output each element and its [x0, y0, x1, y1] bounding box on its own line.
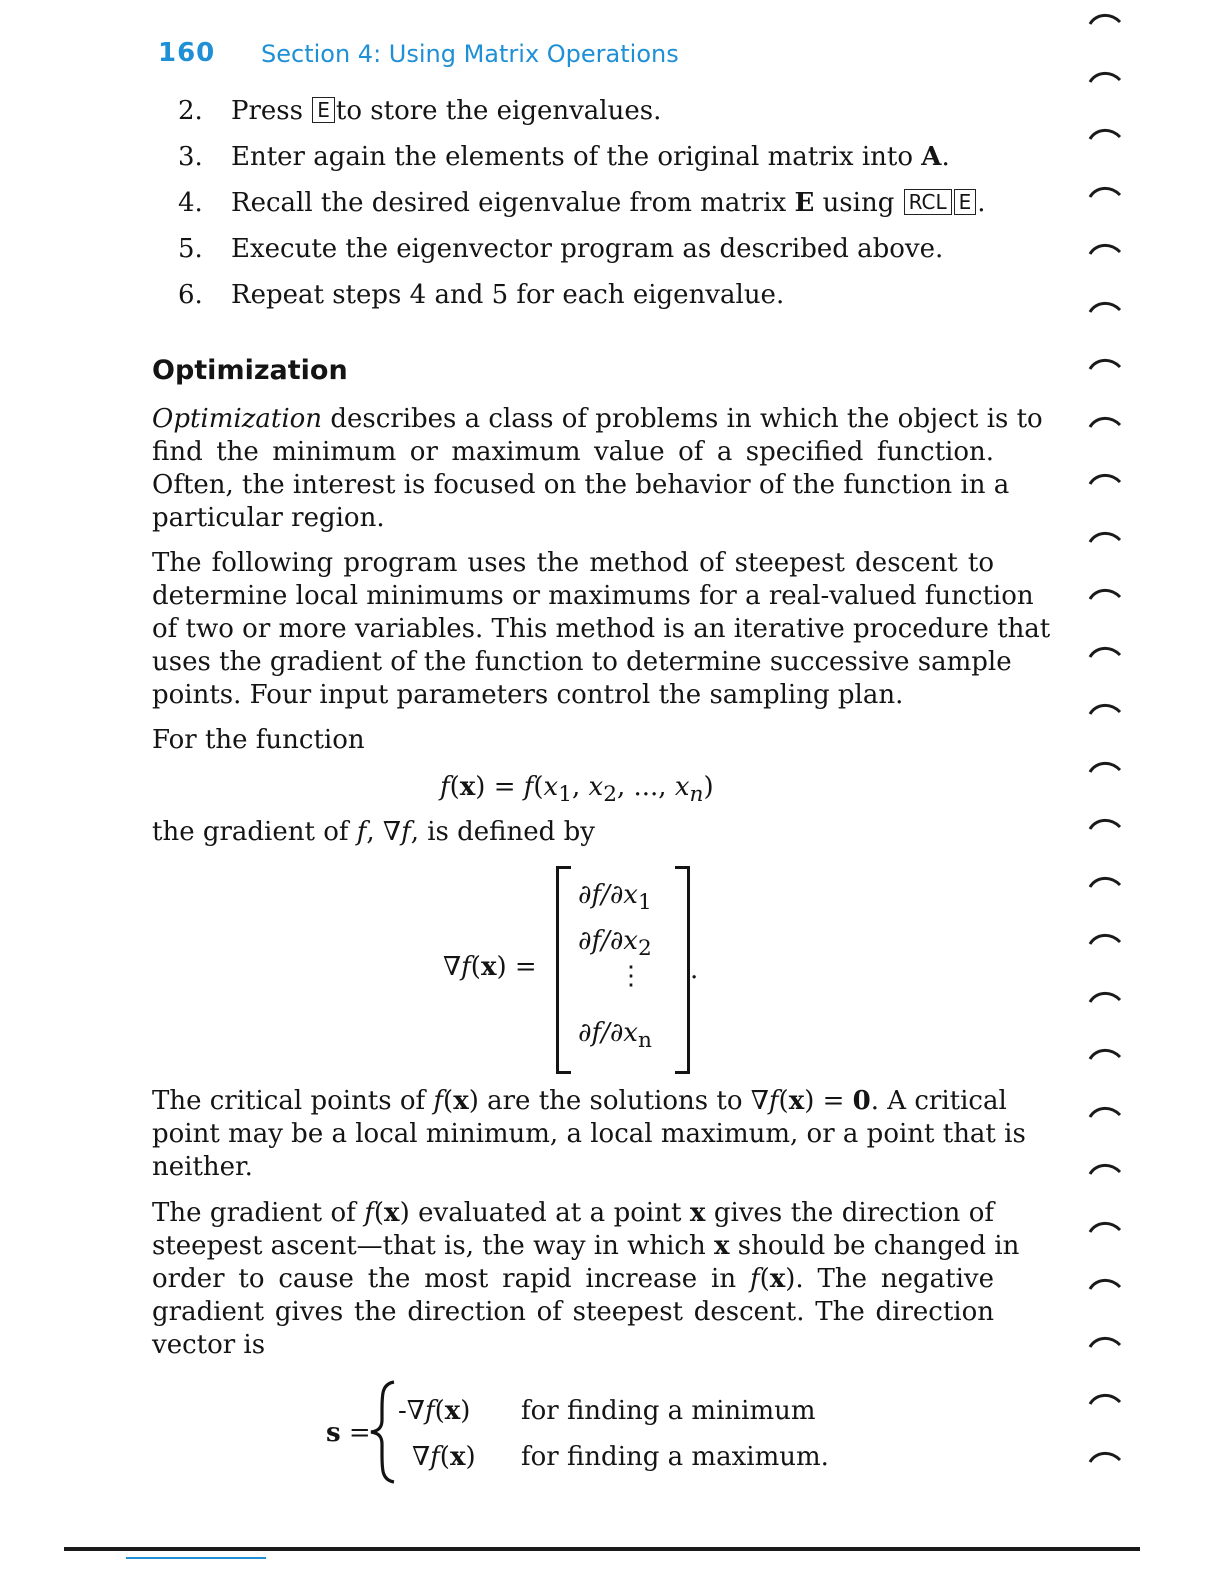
page-bottom-rule	[64, 1547, 1140, 1551]
symbol-f: f	[401, 817, 411, 847]
text-line: gradient gives the direction of steepest descent. The direction	[152, 1297, 994, 1327]
binding-ring	[1088, 583, 1124, 607]
binding-ring	[1088, 1158, 1124, 1182]
text-line: determine local minimums or maximums for a real-valued function	[152, 581, 1034, 611]
binding-ring	[1088, 526, 1124, 550]
binding-ring	[1088, 468, 1124, 492]
key-e: E	[954, 189, 977, 215]
text-span: The critical points of	[152, 1086, 426, 1116]
text-line: vector is	[152, 1330, 266, 1360]
binding-ring	[1088, 641, 1124, 665]
subscript: 1	[637, 890, 652, 916]
symbol-f: f	[356, 817, 367, 847]
subscript: n	[637, 1028, 652, 1054]
step-text-part: using	[822, 188, 895, 218]
text-span: describes a class of problems in which the object is to	[330, 404, 1043, 434]
function-equation: $f(x) = f(x_1$, $x_2$, ..., $x_n$)	[440, 772, 714, 808]
step-text	[231, 138, 950, 176]
text-span: are the solutions to	[487, 1086, 743, 1116]
paragraph-gradient-definition	[152, 816, 994, 849]
partial-derivative: ∂f/∂x	[578, 1018, 638, 1048]
paragraph-definition	[152, 403, 1043, 535]
step-text	[231, 184, 986, 222]
text-line: points. Four input parameters control the sampling plan.	[152, 680, 904, 710]
binding-ring	[1088, 871, 1124, 895]
step-6	[178, 276, 1028, 322]
step-number: 3.	[178, 142, 203, 172]
step-text: Repeat steps 4 and 5 for each eigenvalue.	[231, 280, 785, 310]
text-line: Often, the interest is focused on the behavior of the function in a	[152, 470, 1010, 500]
binding-ring	[1088, 1273, 1124, 1297]
term: Optimization	[152, 404, 323, 434]
subscript: 2	[637, 936, 652, 962]
matrix-name: A	[921, 142, 942, 172]
case-condition-maximum: for finding a maximum.	[521, 1442, 829, 1472]
text-line	[152, 403, 1043, 436]
left-bracket	[556, 866, 571, 1074]
text-span: The gradient of	[152, 1198, 356, 1228]
text-line: point may be a local minimum, a local maximum, or a point that is	[152, 1119, 1026, 1149]
text-span: order to cause the most rapid increase in	[152, 1264, 737, 1294]
case-expression-maximum: ∇f(x)	[412, 1442, 476, 1472]
binding-ring	[1088, 1446, 1124, 1470]
step-number: 4.	[178, 188, 203, 218]
paragraph-program	[152, 547, 1051, 712]
paragraph-critical-points	[152, 1085, 1026, 1184]
zero-vector: 0	[852, 1086, 871, 1116]
binding-ring	[1088, 8, 1124, 32]
step-text-part: .	[977, 188, 986, 218]
binding-ring	[1088, 813, 1124, 837]
step-4	[178, 184, 1028, 230]
case-condition-minimum: for finding a minimum	[521, 1396, 816, 1426]
steps-list	[178, 92, 1028, 322]
binding-ring	[1088, 66, 1124, 90]
step-text	[231, 92, 661, 130]
step-text-part: Press	[231, 96, 303, 126]
step-2	[178, 92, 1028, 138]
text-line: The critical points of f(x) are the solutions to ∇f(x) = 0. A critical	[152, 1086, 1007, 1116]
text-span: steepest ascent—that is, the way in which	[152, 1231, 706, 1261]
text-line: The gradient of f(x) evaluated at a point x gives the direction of	[152, 1198, 995, 1228]
text-span: A critical	[887, 1086, 1007, 1116]
binding-ring	[1088, 1388, 1124, 1412]
binding-ring	[1088, 698, 1124, 722]
text-line: find the minimum or maximum value of a specified function.	[152, 437, 994, 467]
nabla-symbol: ∇	[382, 817, 402, 847]
binding-ring	[1088, 1043, 1124, 1067]
step-text-part: Enter again the elements of the original matrix into	[231, 142, 914, 172]
text-line: The following program uses the method of steepest descent to	[152, 548, 994, 578]
text-line	[152, 816, 994, 849]
binding-ring	[1088, 411, 1124, 435]
text-line: of two or more variables. This method is an iterative procedure that	[152, 614, 1051, 644]
direction-vector-equation	[326, 1380, 846, 1486]
text-line: uses the gradient of the function to determine successive sample	[152, 647, 1012, 677]
section-heading: Optimization	[152, 355, 348, 386]
text-span: ,	[366, 817, 383, 847]
binding-ring	[1088, 1101, 1124, 1125]
step-number: 5.	[178, 234, 203, 264]
binding-ring	[1088, 986, 1124, 1010]
key-e: E	[312, 97, 335, 123]
step-text-part: Recall the desired eigenvalue from matrix	[231, 188, 787, 218]
gradient-label: ∇f(x) =	[443, 952, 537, 982]
step-number: 2.	[178, 96, 203, 126]
paragraph-for-the-function	[152, 724, 994, 757]
text-span: the gradient of	[152, 817, 349, 847]
binding-ring	[1088, 1331, 1124, 1355]
step-3	[178, 138, 1028, 184]
binding-ring	[1088, 238, 1124, 262]
text-span: should be changed in	[737, 1231, 1020, 1261]
text-span: evaluated at a point	[418, 1198, 682, 1228]
text-line: neither.	[152, 1152, 253, 1182]
step-number: 6.	[178, 280, 203, 310]
text-line: For the function	[152, 725, 365, 755]
matrix-entry	[578, 926, 678, 961]
binding-ring	[1088, 296, 1124, 320]
left-brace	[368, 1380, 398, 1484]
paragraph-gradient-direction	[152, 1197, 1020, 1362]
binding-ring	[1088, 756, 1124, 780]
matrix-name: E	[794, 188, 815, 218]
text-line: steepest ascent—that is, the way in which x should be changed in	[152, 1231, 1020, 1261]
vertical-ellipsis: ⋮	[618, 961, 644, 991]
text-line: order to cause the most rapid increase in f(x). The negative	[152, 1264, 994, 1294]
binding-ring	[1088, 353, 1124, 377]
partial-derivative: ∂f/∂x	[578, 926, 638, 956]
step-text: Execute the eigenvector program as described above.	[231, 234, 944, 264]
step-text-part: .	[941, 142, 950, 172]
s-symbol: s	[326, 1418, 341, 1448]
case-expression-minimum: -∇f(x)	[398, 1396, 471, 1426]
binding-ring	[1088, 123, 1124, 147]
text-span: , is defined by	[410, 817, 595, 847]
matrix-period: .	[690, 955, 699, 985]
key-rcl: RCL	[904, 189, 952, 215]
step-text-part: to store the eigenvalues.	[335, 96, 662, 126]
binding-ring	[1088, 181, 1124, 205]
matrix-entry	[578, 1018, 678, 1053]
matrix-entry	[578, 880, 678, 915]
binding-ring	[1088, 1216, 1124, 1240]
section-title: Section 4: Using Matrix Operations	[261, 40, 679, 68]
page-bottom-accent	[126, 1557, 266, 1559]
text-span: gives the direction of	[713, 1198, 995, 1228]
partial-derivative: ∂f/∂x	[578, 880, 638, 910]
text-line: particular region.	[152, 503, 385, 533]
step-5	[178, 230, 1028, 276]
gradient-matrix	[556, 866, 690, 1070]
text-span: . The negative	[795, 1264, 994, 1294]
page-number: 160	[158, 38, 216, 68]
binding-ring	[1088, 928, 1124, 952]
s-lhs: s =	[326, 1418, 371, 1448]
